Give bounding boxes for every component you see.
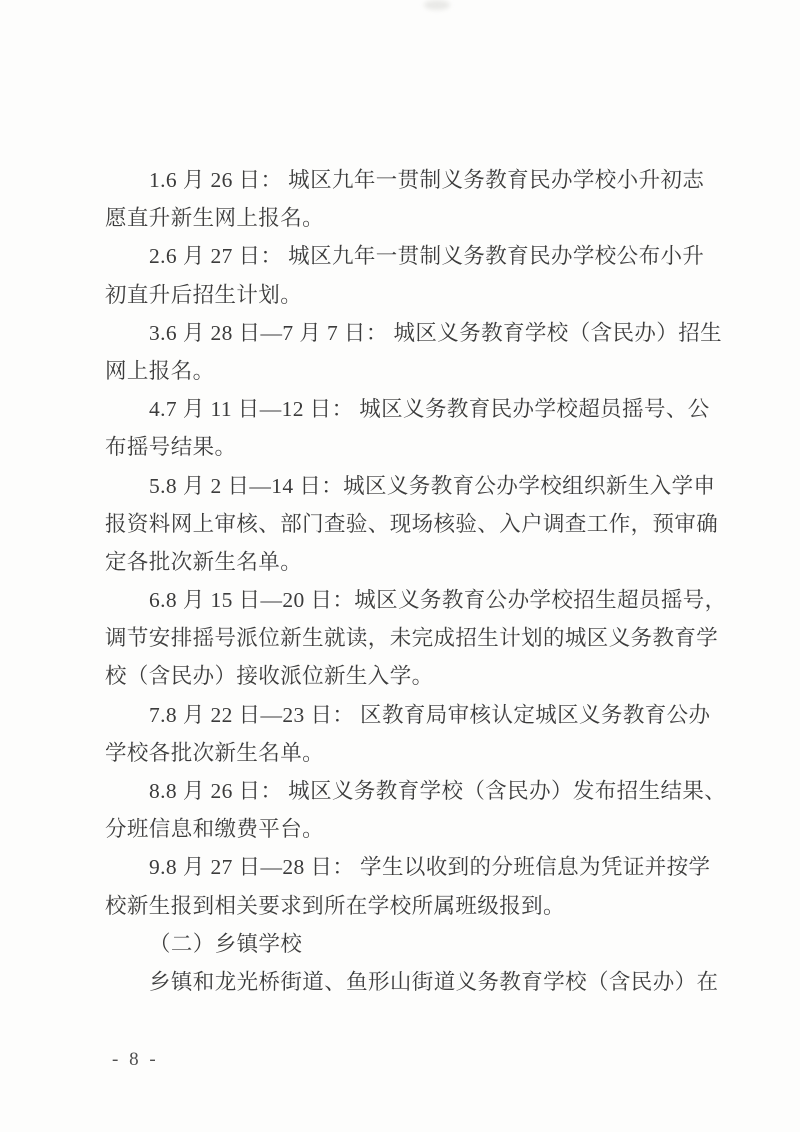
text-line: 布摇号结果。 <box>105 435 237 460</box>
text-line: 网上报名。 <box>105 358 215 383</box>
text-line: 校（含民办）接收派位新生入学。 <box>105 664 434 689</box>
text-line: 5.8 月 2 日—14 日：城区义务教育公办学校组织新生入学申 <box>149 473 716 498</box>
text-line: 2.6 月 27 日： 城区九年一贯制义务教育民办学校公布小升 <box>149 244 705 269</box>
text-line: 报资料网上审核、部门查验、现场核验、入户调查工作，预审确 <box>105 511 719 536</box>
text-line: 调节安排摇号派位新生就读，未完成招生计划的城区义务教育学 <box>105 626 719 651</box>
text-line: 校新生报到相关要求到所在学校所属班级报到。 <box>105 893 565 918</box>
page-number: - 8 - <box>112 1049 159 1070</box>
section-heading: （二）乡镇学校 <box>149 931 303 956</box>
scan-smudge <box>424 0 450 10</box>
text-line: 3.6 月 28 日—7 月 7 日： 城区义务教育学校（含民办）招生 <box>149 320 723 345</box>
text-line: 4.7 月 11 日—12 日： 城区义务教育民办学校超员摇号、公 <box>149 397 710 422</box>
text-line: 学校各批次新生名单。 <box>105 740 325 765</box>
text-line: 初直升后招生计划。 <box>105 282 303 307</box>
text-line: 6.8 月 15 日—20 日：城区义务教育公办学校招生超员摇号， <box>149 588 727 613</box>
text-line: 7.8 月 22 日—23 日： 区教育局审核认定城区义务教育公办 <box>149 702 711 727</box>
document-text-block <box>105 161 727 1001</box>
text-line: 分班信息和缴费平台。 <box>105 817 325 842</box>
text-line: 9.8 月 27 日—28 日： 学生以收到的分班信息为凭证并按学 <box>149 855 711 880</box>
text-line: 定各批次新生名单。 <box>105 549 303 574</box>
text-line: 1.6 月 26 日： 城区九年一贯制义务教育民办学校小升初志 <box>149 168 705 192</box>
text-line: 8.8 月 26 日： 城区义务教育学校（含民办）发布招生结果、 <box>149 779 727 803</box>
text-line: 愿直升新生网上报名。 <box>105 206 325 231</box>
text-line: 乡镇和龙光桥街道、鱼形山街道义务教育学校（含民办）在 <box>149 969 719 994</box>
